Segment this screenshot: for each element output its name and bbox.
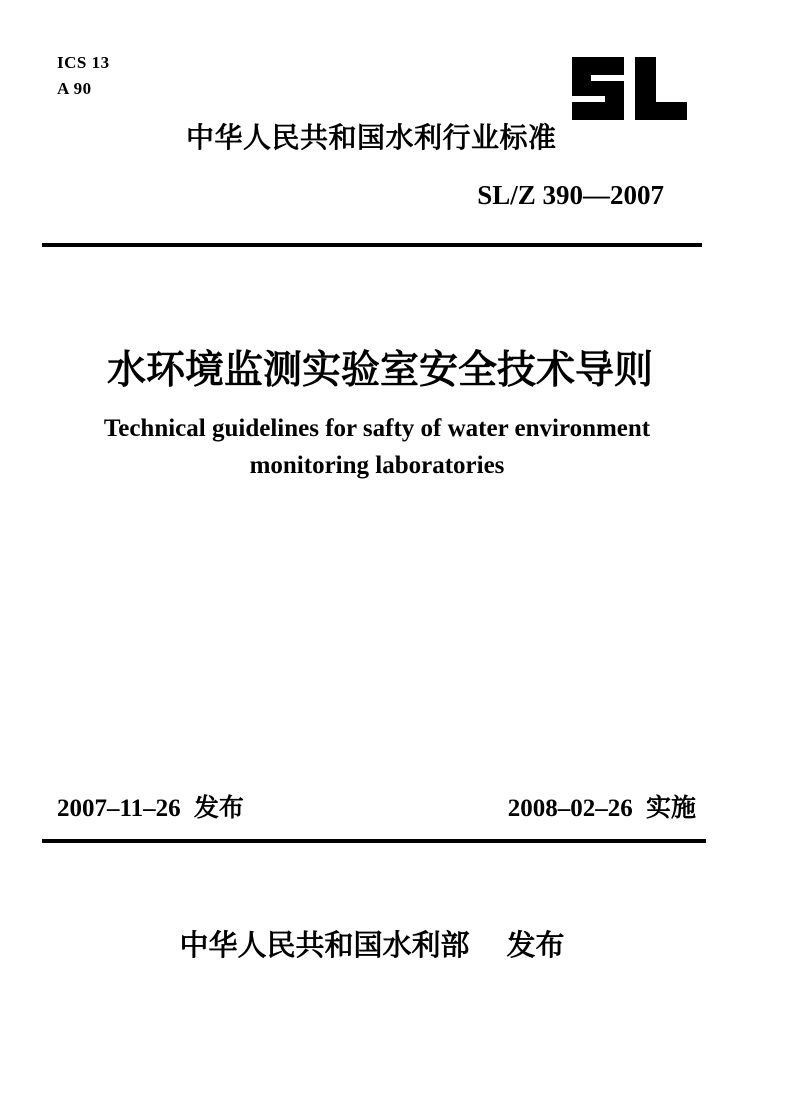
sl-logo-letter-l xyxy=(635,57,687,120)
top-divider-rule xyxy=(42,243,702,247)
classification-codes xyxy=(57,50,110,102)
implementation-date-line xyxy=(508,793,696,824)
document-title-en-line1: Technical guidelines for safty of water environment xyxy=(103,415,651,442)
implementation-date: 2008–02–26 xyxy=(507,795,633,822)
doc-class-code: A 90 xyxy=(57,79,92,98)
sl-logo-letter-s xyxy=(572,57,624,120)
standard-category-heading: 中华人民共和国水利行业标准 xyxy=(186,122,557,153)
bottom-divider-rule xyxy=(42,839,706,843)
issue-label: 发布 xyxy=(193,794,244,822)
publisher-action: 发布 xyxy=(506,930,565,962)
issue-date-line xyxy=(57,793,244,824)
publisher-line xyxy=(0,923,744,964)
document-title-en-line2: monitoring laboratories xyxy=(249,452,505,479)
implementation-label: 实施 xyxy=(645,794,696,822)
ics-code: ICS 13 xyxy=(57,53,110,72)
document-title-zh: 水环境监测实验室安全技术导则 xyxy=(106,349,653,392)
document-title-en xyxy=(0,410,754,484)
standard-number: SL/Z 390—2007 xyxy=(477,180,664,210)
issue-date: 2007–11–26 xyxy=(57,795,181,822)
publisher-name: 中华人民共和国水利部 xyxy=(179,930,470,962)
sl-logo xyxy=(572,57,687,120)
